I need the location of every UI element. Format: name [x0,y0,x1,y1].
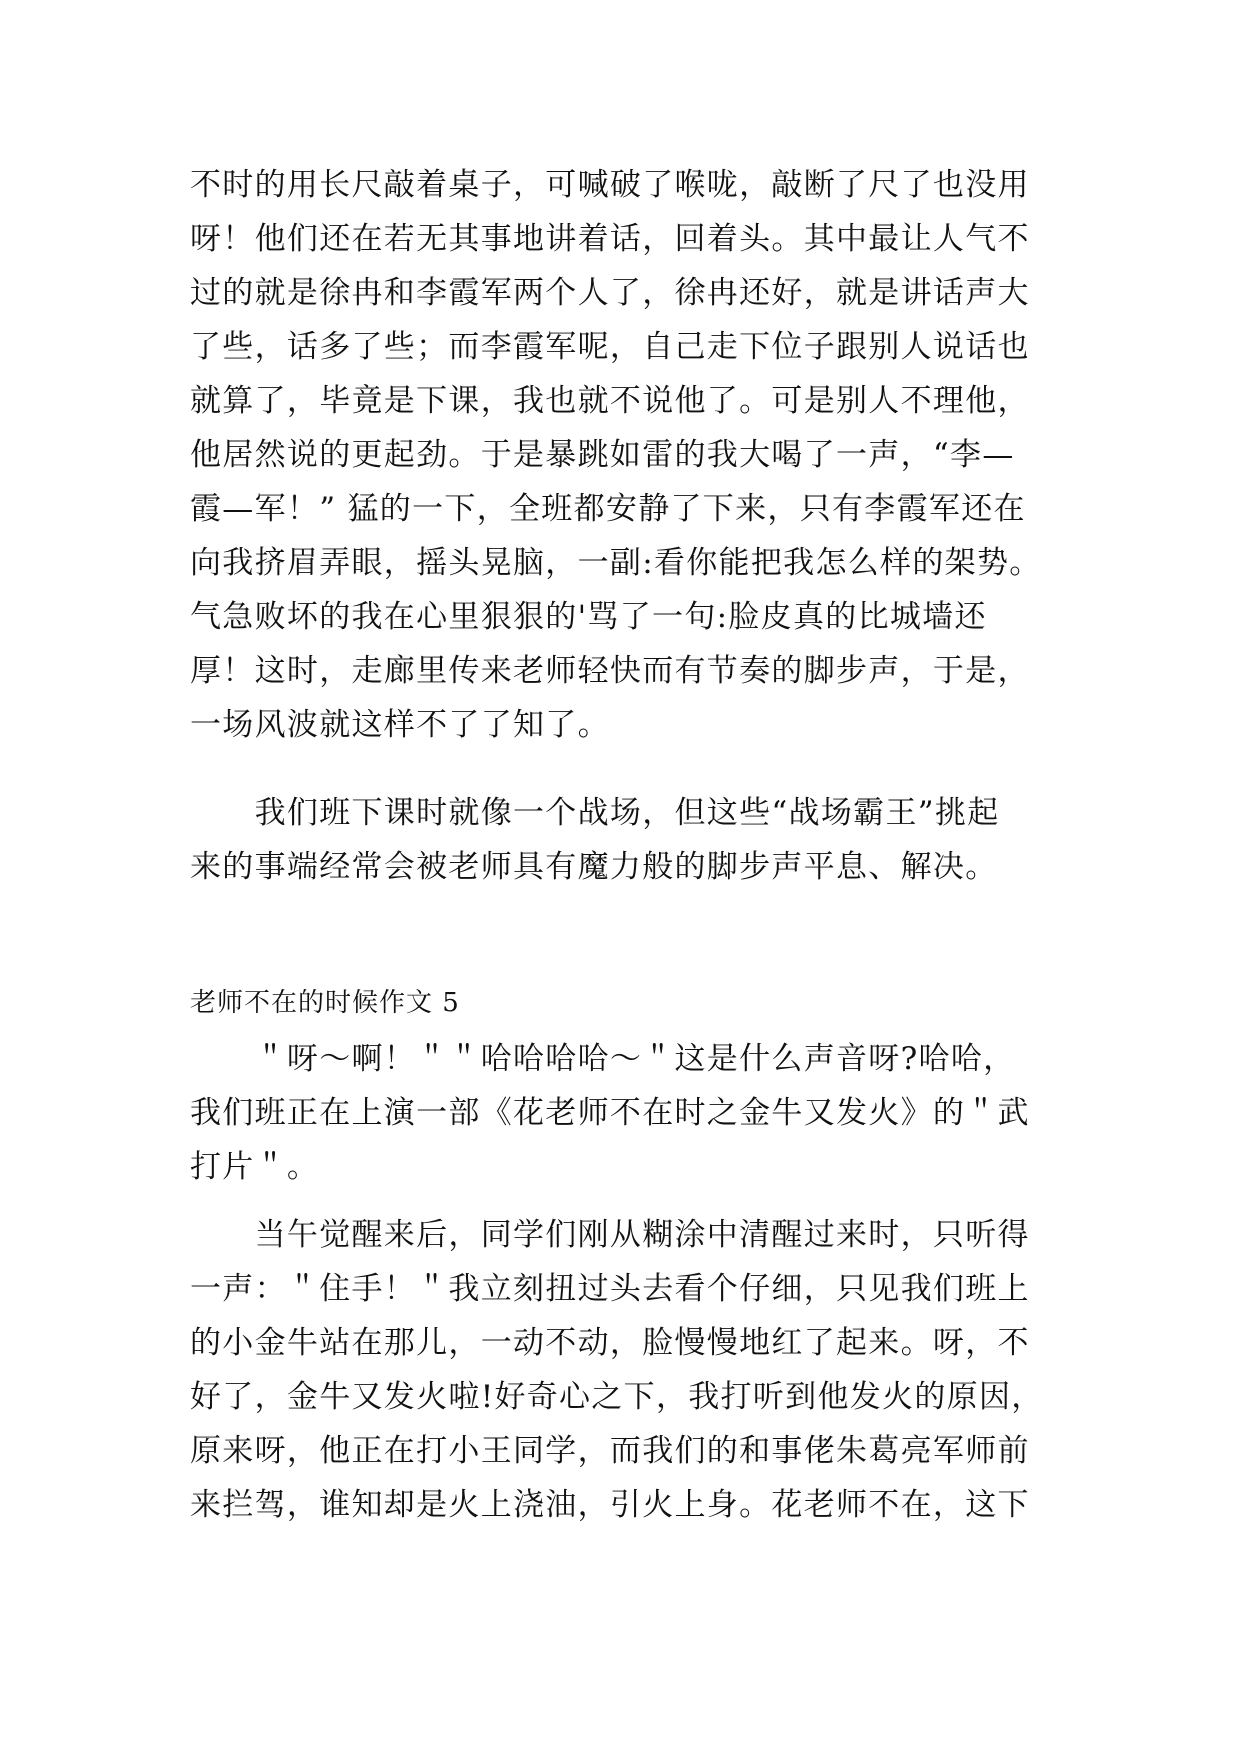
text-line: 霞—军！” 猛的一下，全班都安静了下来，只有李霞军还在 [190,491,1026,527]
text-line: 过的就是徐冉和李霞军两个人了，徐冉还好，就是讲话声大 [190,275,1030,311]
text-line: 向我挤眉弄眼，摇头晃脑，一副:看你能把我怎么样的架势。 [190,545,1042,581]
text-line: ＂呀～啊！＂＂哈哈哈哈～＂这是什么声音呀?哈哈， [190,1041,1016,1077]
paragraph-4 [190,1208,1050,1532]
text-line: 他居然说的更起劲。于是暴跳如雷的我大喝了一声，“李— [190,437,1015,473]
text-line: 不时的用长尺敲着桌子，可喊破了喉咙，敲断了尺了也没用 [190,167,1030,203]
text-line: 一声：＂住手！＂我立刻扭过头去看个仔细，只见我们班上 [190,1271,1030,1307]
text-line: 来拦驾，谁知却是火上浇油，引火上身。花老师不在，这下 [190,1487,1030,1523]
text-line: 当午觉醒来后，同学们刚从糊涂中清醒过来时，只听得 [190,1217,1030,1253]
text-line: 厚！这时，走廊里传来老师轻快而有节奏的脚步声，于是， [190,653,1030,689]
text-line: 呀！他们还在若无其事地讲着话，回着头。其中最让人气不 [190,221,1030,257]
text-line: 我们班下课时就像一个战场，但这些“战场霸王”挑起 [190,795,1000,831]
section-title: 老师不在的时候作文 5 [190,988,460,1018]
text-line: 我们班正在上演一部《花老师不在时之金牛又发火》的＂武 [190,1095,1030,1131]
paragraph-2 [190,786,1050,894]
text-line: 来的事端经常会被老师具有魔力般的脚步声平息、解决。 [190,849,998,885]
paragraph-1 [190,158,1050,752]
text-line: 一场风波就这样不了了知了。 [190,707,610,743]
text-line: 的小金牛站在那儿，一动不动，脸慢慢地红了起来。呀，不 [190,1325,1030,1361]
section-heading [190,976,1050,1030]
text-line: 就算了，毕竟是下课，我也就不说他了。可是别人不理他， [190,383,1030,419]
paragraph-3 [190,1032,1050,1194]
text-line: 打片＂。 [190,1149,320,1185]
text-line: 好了，金牛又发火啦!好奇心之下，我打听到他发火的原因， [190,1379,1044,1415]
text-line: 原来呀，他正在打小王同学，而我们的和事佬朱葛亮军师前 [190,1433,1030,1469]
text-line: 气急败坏的我在心里狠狠的'骂了一句:脸皮真的比城墙还 [190,599,987,635]
text-line: 了些，话多了些；而李霞军呢，自己走下位子跟别人说话也 [190,329,1030,365]
